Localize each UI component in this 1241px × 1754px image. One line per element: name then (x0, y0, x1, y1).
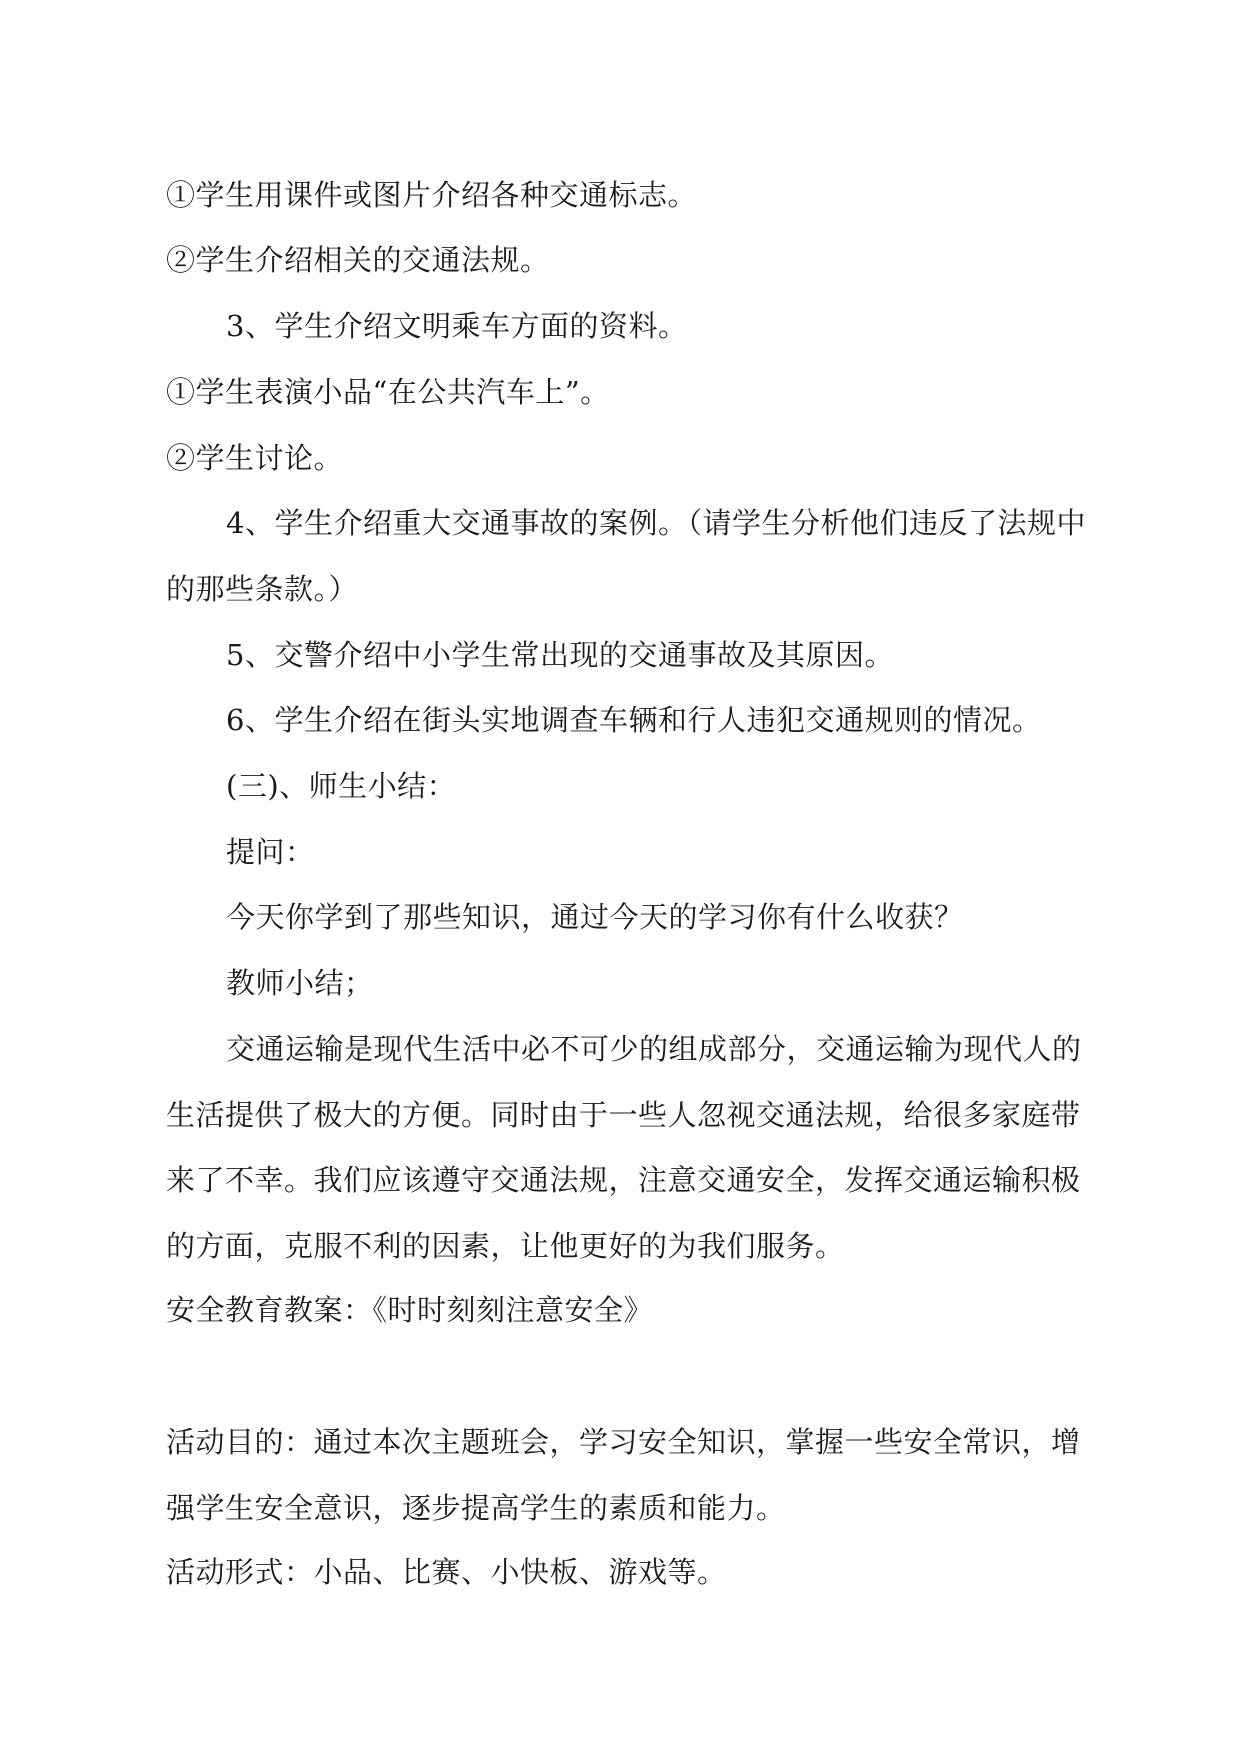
text-line: 安全教育教案：《时时刻刻注意安全》 (166, 1293, 654, 1327)
text-line: 活动形式：小品、比赛、小快板、游戏等。 (166, 1555, 727, 1589)
text-line: 强学生安全意识，逐步提高学生的素质和能力。 (166, 1491, 786, 1525)
text-line: 活动目的：通过本次主题班会，学习安全知识，掌握一些安全常识，增 (166, 1425, 1081, 1459)
text-line: 提问： (226, 835, 315, 869)
text-line: 来了不幸。我们应该遵守交通法规，注意交通安全，发挥交通运输积极 (166, 1163, 1081, 1197)
text-line: ①学生用课件或图片介绍各种交通标志。 (166, 178, 698, 212)
text-line: ②学生讨论。 (166, 441, 344, 475)
text-line: 3、学生介绍文明乘车方面的资料。 (226, 309, 688, 343)
text-line: 的那些条款。） (166, 572, 359, 606)
text-line: (三)、师生小结： (226, 769, 457, 803)
text-line: 生活提供了极大的方便。同时由于一些人忽视交通法规，给很多家庭带 (166, 1098, 1081, 1132)
text-line: 4、学生介绍重大交通事故的案例。（请学生分析他们违反了法规中 (226, 506, 1086, 540)
text-line: 今天你学到了那些知识，通过今天的学习你有什么收获？ (226, 900, 964, 934)
text-line: 教师小结； (226, 966, 374, 1000)
text-line: ①学生表演小品“在公共汽车上”。 (166, 375, 610, 409)
text-line: 6、学生介绍在街头实地调查车辆和行人违犯交通规则的情况。 (226, 703, 1042, 737)
text-line: 交通运输是现代生活中必不可少的组成部分，交通运输为现代人的 (226, 1032, 1082, 1066)
text-line: 5、交警介绍中小学生常出现的交通事故及其原因。 (226, 638, 894, 672)
text-line: 的方面，克服不利的因素，让他更好的为我们服务。 (166, 1229, 845, 1263)
text-line: ②学生介绍相关的交通法规。 (166, 243, 550, 277)
